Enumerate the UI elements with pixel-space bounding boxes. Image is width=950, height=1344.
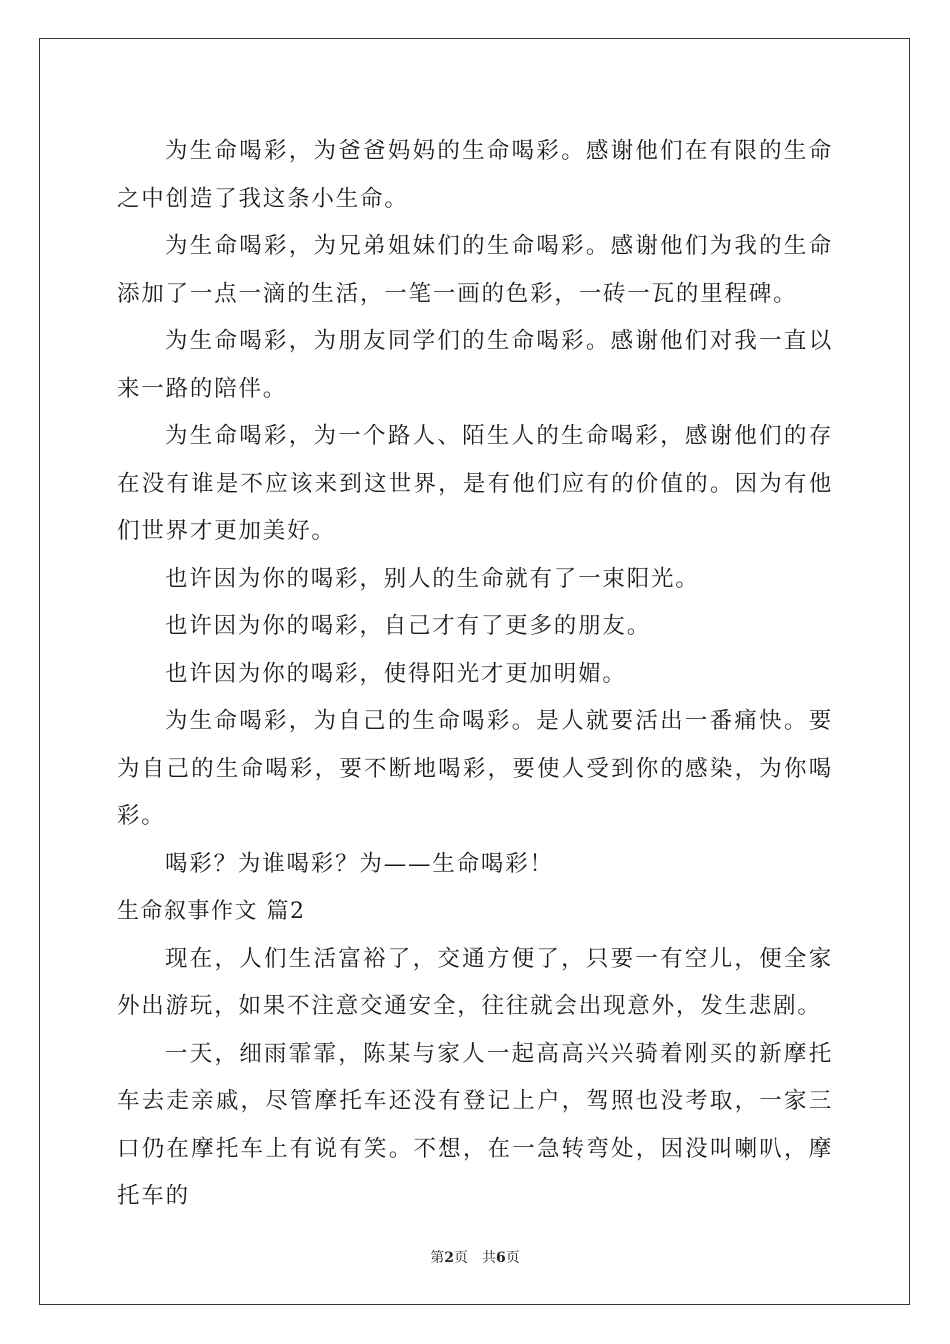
paragraph: 也许因为你的喝彩，自己才有了更多的朋友。 bbox=[165, 613, 652, 639]
section-heading: 生命叙事作文 篇2 bbox=[117, 899, 306, 924]
total-prefix: 共 bbox=[482, 1250, 496, 1266]
page-suffix: 页 bbox=[454, 1250, 468, 1266]
paragraph: 为生命喝彩，为爸爸妈妈的生命喝彩。感谢他们在有限的生命之中创造了我这条小生命。 bbox=[117, 138, 833, 212]
paragraph: 为生命喝彩，为兄弟姐妹们的生命喝彩。感谢他们为我的生命添加了一点一滴的生活，一笔一画的色彩，一砖一瓦的里程碑。 bbox=[117, 233, 833, 307]
paragraph: 喝彩？为谁喝彩？为——生命喝彩！ bbox=[165, 850, 554, 877]
paragraph: 一天，细雨霏霏，陈某与家人一起高高兴兴骑着刚买的新摩托车去走亲戚，尽管摩托车还没有登记上户，驾照也没考取，一家三口仍在摩托车上有说有笑。不想，在一急转弯处，因没叫喇叭，摩托车的 bbox=[117, 1040, 833, 1209]
paragraph: 为生命喝彩，为自己的生命喝彩。是人就要活出一番痛快。要为自己的生命喝彩，要不断地喝彩，要使人受到你的感染，为你喝彩。 bbox=[117, 708, 833, 829]
paragraph: 为生命喝彩，为朋友同学们的生命喝彩。感谢他们对我一直以来一路的陪伴。 bbox=[117, 328, 833, 402]
paragraph: 现在，人们生活富裕了，交通方便了，只要一有空儿，便全家外出游玩，如果不注意交通安全，往往就会出现意外，发生悲剧。 bbox=[117, 945, 833, 1019]
total-suffix: 页 bbox=[505, 1250, 520, 1266]
page-footer bbox=[0, 1247, 950, 1267]
paragraph: 为生命喝彩，为一个路人、陌生人的生命喝彩，感谢他们的存在没有谁是不应该来到这世界，是有他们应有的价值的。因为有他们世界才更加美好。 bbox=[117, 423, 833, 544]
page-prefix: 第 bbox=[430, 1250, 445, 1266]
page-number: 2 bbox=[444, 1250, 454, 1266]
document-body bbox=[117, 128, 833, 1221]
paragraph: 也许因为你的喝彩，使得阳光才更加明媚。 bbox=[165, 660, 627, 687]
total-pages: 6 bbox=[496, 1250, 506, 1266]
paragraph: 也许因为你的喝彩，别人的生命就有了一束阳光。 bbox=[165, 565, 700, 592]
